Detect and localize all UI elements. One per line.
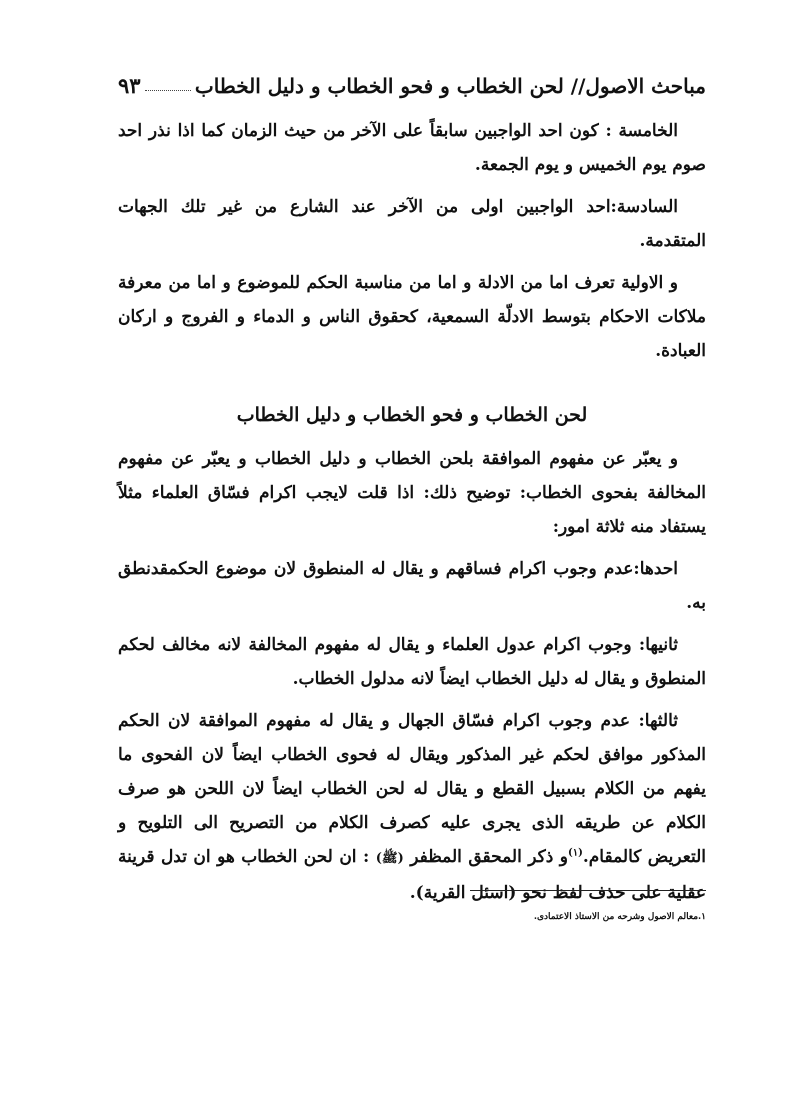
paragraph-first: احدها:عدم وجوب اكرام فساقهم و يقال له المنطوق لان موضوع الحكمقدنطق به. bbox=[118, 559, 706, 613]
footnote: ١.معالم الاصول وشرحه من الاستاذ الاعتمادى. bbox=[533, 912, 706, 922]
header-title: مباحث الاصول// لحن الخطاب و فحو الخطاب و دليل الخطاب bbox=[194, 74, 706, 98]
page-number: ٩٣ bbox=[118, 73, 141, 98]
paragraph-sixth: السادسة:احد الواجبين اولى من الآخر عند الشارع من غير تلك الجهات المتقدمة. bbox=[118, 197, 706, 251]
body-text bbox=[118, 114, 706, 918]
honorific-symbol: (ﷺ) bbox=[375, 851, 404, 866]
paragraph-fifth: الخامسة : كون احد الواجبين سابقاً على الآخر من حيث الزمان كما اذا نذر احد صوم يوم الخميس و يوم الجمعة. bbox=[118, 121, 706, 175]
paragraph-third-main: ثالثها: عدم وجوب اكرام فسّاق الجهال و يقال له مفهوم الموافقة لان الحكم المذكور موافق لحكم غير المذكور ويقال له فحوى الخطاب ايضاً لان الفحوى ما يفهم من الكلام بسبيل القطع و يقال له لحن الخطاب ايضاً لان اللحن هو صرف الكلام عن طريقه الذى يجرى عليه كصرف الكلام من التصريح الى التلويح و التعريض كالمقام. bbox=[118, 711, 706, 867]
paragraph-third bbox=[118, 704, 706, 910]
paragraph-third-cont: و ذكر المحقق المظفر bbox=[410, 847, 568, 867]
footnote-separator bbox=[470, 890, 706, 891]
paragraph-priority: و الاولية تعرف اما من الادلة و اما من مناسبة الحكم للموضوع و اما من معرفة ملاكات الاحكام بتوسط الادلّة السمعية، كحقوق الناس و الدماء و الفروج و اركان العبادة. bbox=[118, 273, 706, 361]
footnote-marker: (١) bbox=[568, 847, 583, 859]
running-header bbox=[118, 64, 706, 98]
paragraph-intro: و يعبّر عن مفهوم الموافقة بلحن الخطاب و دليل الخطاب و يعبّر عن مفهوم المخالفة بفحوى الخطاب: توضيح ذلك: اذا قلت لايجب اكرام فسّاق العلماء مثلاً يستفاد منه ثلاثة امور: bbox=[118, 449, 706, 537]
header-dot-leader bbox=[145, 90, 191, 91]
paragraph-third-end: : ان لحن الخطاب هو ان تدل قرينة عقلية على حذف لفظ نحو (اسئل القرية). bbox=[118, 847, 706, 903]
section-heading: لحن الخطاب و فحو الخطاب و دليل الخطاب bbox=[236, 404, 588, 426]
paragraph-second: ثانيها: وجوب اكرام عدول العلماء و يقال له مفهوم المخالفة لانه مخالف لحكم المنطوق و يقال له دليل الخطاب ايضاً لانه مدلول الخطاب. bbox=[118, 635, 706, 689]
